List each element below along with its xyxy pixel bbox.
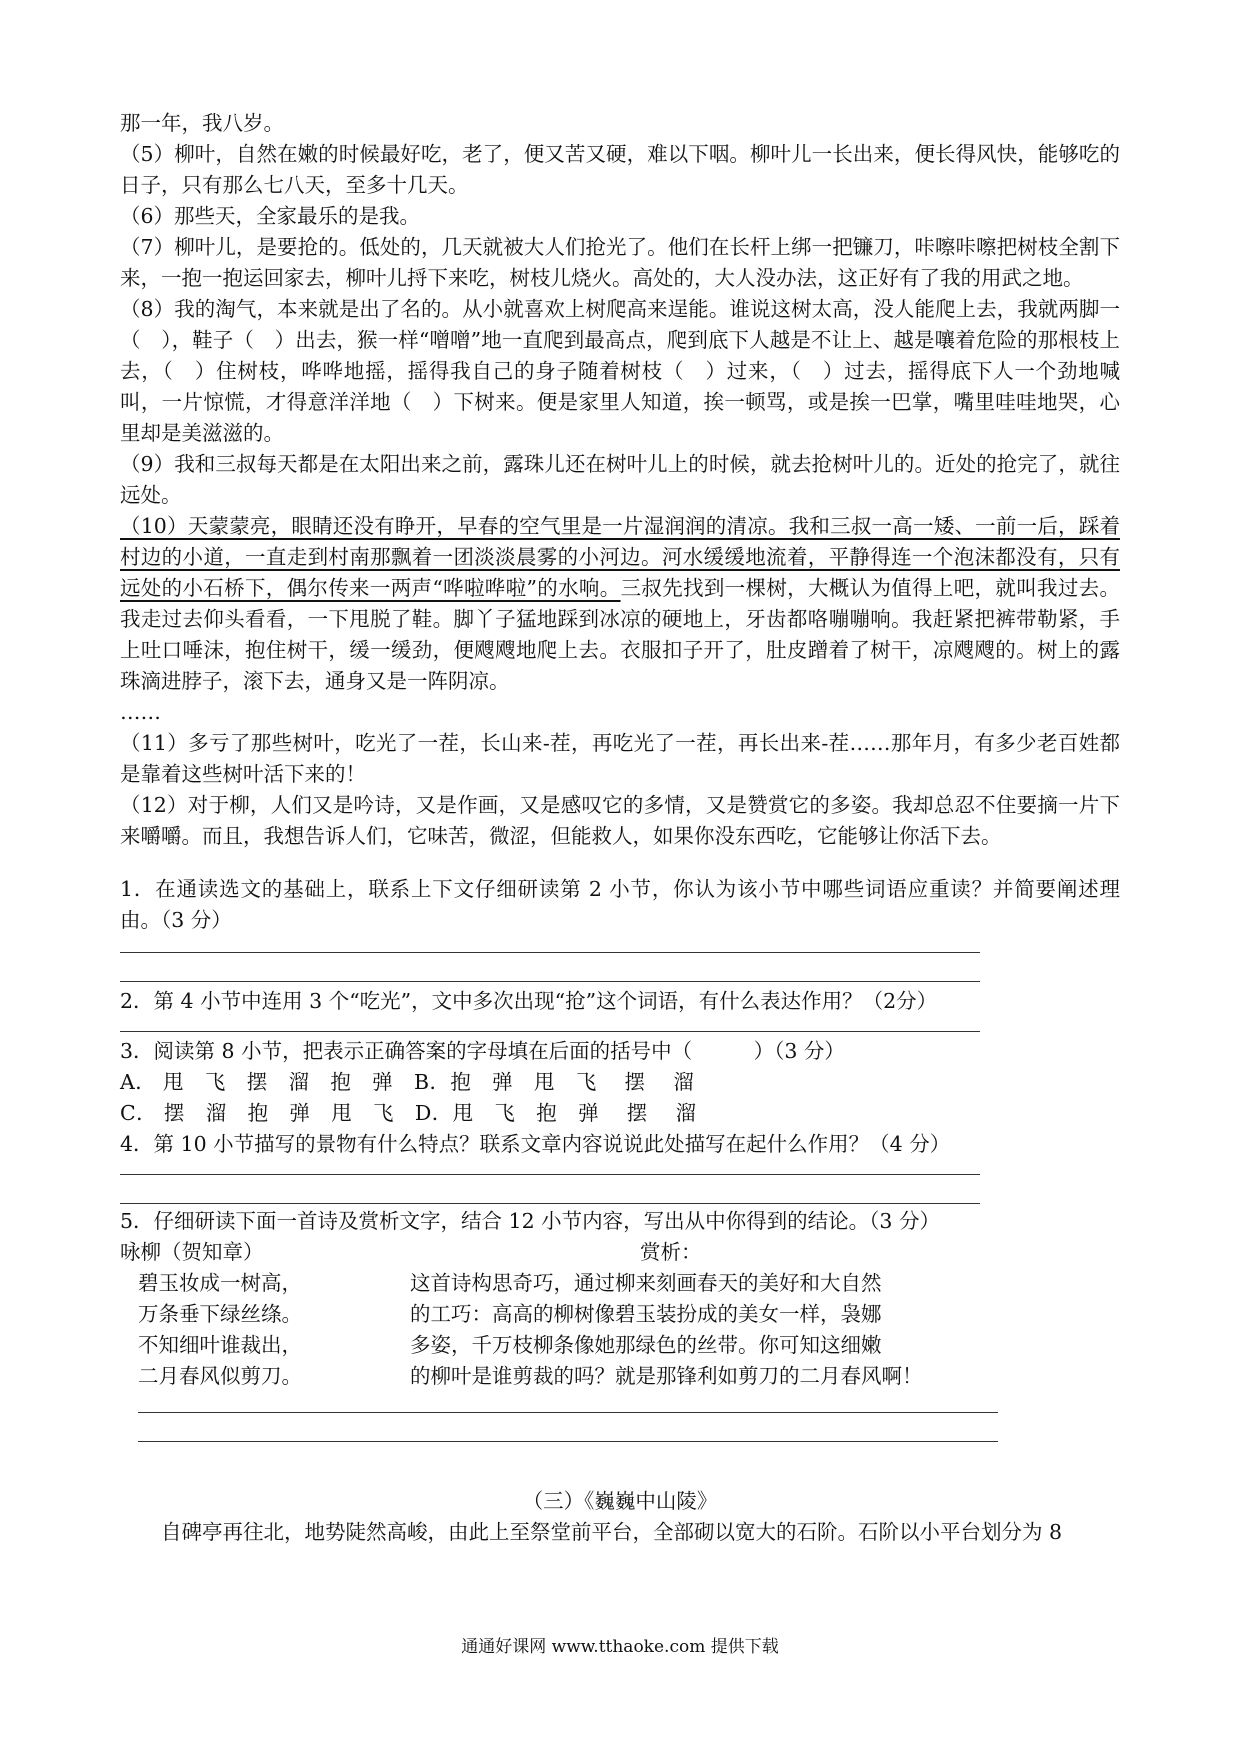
poem-line: 碧玉妆成一树高， xyxy=(138,1271,302,1295)
answer-line[interactable] xyxy=(120,1031,980,1032)
paragraph-7: （7）柳叶儿，是要抢的。低处的，几天就被大人们抢光了。他们在长杆上绑一把镰刀，咔嚓咔嚓把树枝全割下来，一抱一抱运回家去，柳叶儿捋下来吃，树枝儿烧火。高处的，大人没办法，这正好有了我的用武之地。 xyxy=(120,235,1120,290)
poem-line: 二月春风似剪刀。 xyxy=(138,1364,302,1388)
paragraph-5: （5）柳叶，自然在嫩的时候最好吃，老了，便又苦又硬，难以下咽。柳叶儿一长出来，便长得风快，能够吃的日子，只有那么七八天，至多十几天。 xyxy=(120,142,1120,197)
analysis-label: 赏析： xyxy=(640,1240,702,1264)
paragraph-10 xyxy=(120,511,1120,697)
question-3-options-ab: A． 甩 飞 摆 溜 抱 弹 B．抱 弹 甩 飞 摆 溜 xyxy=(120,1070,695,1094)
poem-title: 咏柳（贺知章） xyxy=(120,1240,264,1264)
paragraph-10-rest: 三叔先找到一棵树，大概认为值得上吧，就叫我过去。我走过去仰头看看，一下甩脱了鞋。脚丫子猛地踩到冰凉的硬地上，牙齿都咯嘣嘣响。我赶紧把裤带勒紧，手上吐口唾沫，抱住树干，缓一缓劲，便飕飕地爬上去。衣服扣子开了，肚皮蹭着了树干，凉飕飕的。树上的露珠滴进脖子，滚下去，通身又是一阵阴凉。 xyxy=(120,576,1121,693)
analysis-line: 的柳叶是谁剪裁的吗？就是那锋利如剪刀的二月春风啊！ xyxy=(410,1364,923,1388)
poem-section xyxy=(120,1237,1120,1392)
question-5: 5．仔细研读下面一首诗及赏析文字，结合 12 小节内容，写出从中你得到的结论。（3 分） xyxy=(120,1209,940,1233)
question-3-options-cd: C． 摆 溜 抱 弹 甩 飞 D．甩 飞 抱 弹 摆 溜 xyxy=(120,1101,697,1125)
answer-line[interactable] xyxy=(120,1203,980,1204)
paragraph-11: （11）多亏了那些树叶，吃光了一茬，长山来-茬，再吃光了一茬，再长出来-茬……那年月，有多少老百姓都是靠着这些树叶活下来的！ xyxy=(120,731,1120,786)
question-1: 1．在通读选文的基础上，联系上下文仔细研读第 2 小节，你认为该小节中哪些词语应重读？并简要阐述理由。（3 分） xyxy=(120,877,1120,932)
paragraph-12: （12）对于柳，人们又是吟诗，又是作画，又是感叹它的多情，又是赞赏它的多姿。我却总忍不住要摘一片下来嚼嚼。而且，我想告诉人们，它味苦，微涩，但能救人，如果你没东西吃，它能够让你活下去。 xyxy=(120,793,1120,848)
question-2: 2．第 4 小节中连用 3 个“吃光”，文中多次出现“抢”这个词语，有什么表达作用？（2分） xyxy=(120,989,938,1013)
question-3: 3．阅读第 8 小节，把表示正确答案的字母填在后面的括号中（ ）（3 分） xyxy=(120,1039,845,1063)
answer-line[interactable] xyxy=(120,981,980,982)
paragraph-6: （6）那些天，全家最乐的是我。 xyxy=(120,204,421,228)
paragraph-8: （8）我的淘气，本来就是出了名的。从小就喜欢上树爬高来逞能。谁说这树太高，没人能爬上去，我就两脚一（ ），鞋子（ ）出去，猴一样“噌噌”地一直爬到最高点，爬到底下人越是不让上、越是嚷着危险的那根枝上去，（ ）住树枝，哗哗地摇，摇得我自己的身子随着树枝（ ）过来，（ ）过去，摇得底下人一个劲地喊叫，一片惊慌，才得意洋洋地（ ）下树来。便是家里人知道，挨一顿骂，或是挨一巴掌，嘴里哇哇地哭，心里却是美滋滋的。 xyxy=(120,297,1120,445)
analysis-line: 这首诗构思奇巧，通过柳来刻画春天的美好和大自然 xyxy=(410,1271,882,1295)
paragraph-0: 那一年，我八岁。 xyxy=(120,111,284,135)
analysis-line: 多姿，千万枝柳条像她那绿色的丝带。你可知这细嫩 xyxy=(410,1333,882,1357)
paragraph-10-underlined: （10）天蒙蒙亮，眼睛还没有睁开，早春的空气里是一片湿润润的清凉。我和三叔一高一矮、一前一后，踩着村边的小道，一直走到村南那飘着一团淡淡晨雾的小河边。河水缓缓地流着，平静得连一个泡沫都没有，只有远处的小石桥下，偶尔传来一两声“哗啦哗啦”的水响。 xyxy=(120,514,1120,600)
paragraph-9: （9）我和三叔每天都是在太阳出来之前，露珠儿还在树叶儿上的时候，就去抢树叶儿的。近处的抢完了，就往远处。 xyxy=(120,452,1120,507)
page-footer: 通通好课网 www.tthaoke.com 提供下载 xyxy=(461,1637,779,1657)
section-3-title: （三）《巍巍中山陵》 xyxy=(522,1489,718,1513)
question-4: 4．第 10 小节描写的景物有什么特点？联系文章内容说说此处描写在起什么作用？（4 分） xyxy=(120,1132,951,1156)
analysis-line: 的工巧：高高的柳树像碧玉装扮成的美女一样，袅娜 xyxy=(410,1302,882,1326)
poem-line: 不知细叶谁裁出， xyxy=(138,1333,302,1357)
page-content xyxy=(120,108,1120,1548)
section-3-text: 自碑亭再往北，地势陡然高峻，由此上至祭堂前平台，全部砌以宽大的石阶。石阶以小平台划分为 8 xyxy=(161,1520,1063,1544)
poem-line: 万条垂下绿丝绦。 xyxy=(138,1302,302,1326)
poem-analysis xyxy=(410,1237,1010,1392)
ellipsis: …… xyxy=(120,700,161,724)
